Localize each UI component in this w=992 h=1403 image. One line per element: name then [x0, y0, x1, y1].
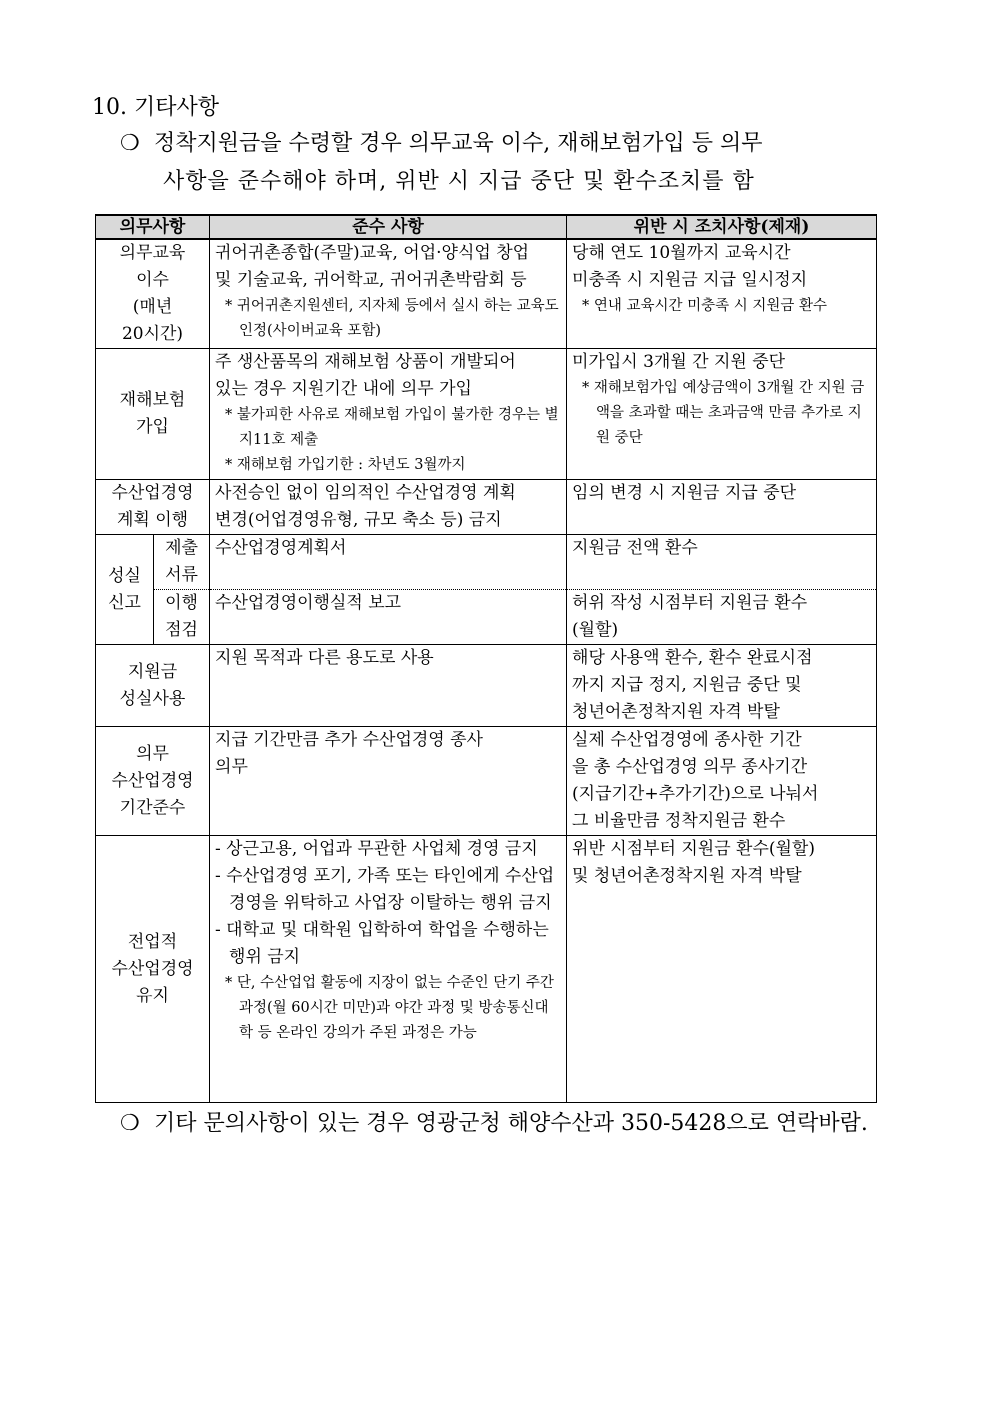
compliance-cell: [210, 239, 567, 349]
category-text: 재해보험: [119, 390, 186, 410]
category-cell: [96, 239, 210, 349]
table-row: [96, 239, 877, 349]
category-text: 성실사용: [119, 688, 186, 709]
category-text: 20시간): [121, 324, 184, 344]
sanction-text: 청년어촌정착지원 자격 박탈: [572, 702, 780, 722]
sanction-text: 및 청년어촌정착지원 자격 박탈: [572, 866, 802, 886]
sanction-text: 지원금 전액 환수: [572, 538, 698, 558]
compliance-text: 있는 경우 지원기간 내에 의무 가입: [215, 379, 472, 399]
header-compliance: 준수 사항: [210, 215, 567, 239]
compliance-cell: [210, 645, 567, 727]
category-text: 성실: [108, 565, 141, 586]
compliance-text: 주 생산품목의 재해보험 상품이 개발되어: [215, 352, 516, 372]
header-obligation: 의무사항: [96, 215, 210, 239]
circle-bullet-icon: ❍: [120, 131, 140, 156]
category-text: 이수: [136, 270, 169, 290]
table-row: [96, 645, 877, 727]
category-text: 수산업경영: [111, 483, 194, 503]
footer-text: 기타 문의사항이 있는 경우 영광군청 해양수산과 350-5428으로 연락바람.: [154, 1111, 868, 1136]
compliance-text: 지급 기간만큼 추가 수산업경영 종사: [215, 730, 483, 750]
subcategory-cell: [154, 535, 210, 590]
sanction-text: 미가입시 3개월 간 지원 중단: [572, 352, 786, 372]
sanction-text: 그 비율만큼 정착지원금 환수: [572, 811, 786, 831]
category-cell: [96, 535, 154, 645]
compliance-text: - 수산업경영 포기, 가족 또는 타인에게 수산업경영을 위탁하고 사업장 이탈하는 행위 금지: [215, 866, 555, 913]
compliance-note: * 재해보험 가입기한 : 차년도 3월까지: [225, 457, 466, 473]
sanction-note: * 재해보험가입 예상금액이 3개월 간 지원 금액을 초과할 때는 초과금액 만큼 추가로 지원 중단: [582, 380, 865, 446]
subcategory-text: 점검: [165, 620, 198, 640]
compliance-text: 귀어귀촌종합(주말)교육, 어업·양식업 창업: [215, 243, 530, 263]
sanction-cell: [567, 239, 877, 349]
subcategory-text: 이행: [165, 593, 198, 613]
table-row: [96, 349, 877, 480]
sanction-text: (월할): [572, 620, 619, 640]
sanction-cell: [567, 836, 877, 1103]
sanction-text: 실제 수산업경영에 종사한 기간: [572, 730, 802, 750]
intro-line-1: [120, 126, 910, 162]
compliance-text: - 상근고용, 어업과 무관한 사업체 경영 금지: [215, 839, 538, 859]
category-text: 의무: [136, 743, 169, 764]
footer-note: [120, 1106, 910, 1142]
sanction-text: 당해 연도 10월까지 교육시간: [572, 243, 791, 263]
category-text: (매년: [132, 297, 173, 317]
compliance-note: * 단, 수산업업 활동에 지장이 없는 수준인 단기 주간 과정(월 60시간 미만)과 야간 과정 및 방송통신대학 등 온라인 강의가 주된 과정은 가능: [225, 975, 554, 1041]
compliance-text: 및 기술교육, 귀어학교, 귀어귀촌박람회 등: [215, 270, 527, 290]
compliance-cell: [210, 727, 567, 836]
subcategory-text: 서류: [165, 565, 198, 585]
category-text: 수산업경영: [111, 958, 194, 979]
sanction-cell: [567, 349, 877, 480]
compliance-text: 사전승인 없이 임의적인 수산업경영 계획: [215, 483, 516, 503]
sanction-cell: [567, 727, 877, 836]
circle-bullet-icon: ❍: [120, 1111, 140, 1136]
sanction-text: 허위 작성 시점부터 지원금 환수: [572, 593, 808, 613]
compliance-cell: [210, 590, 567, 645]
compliance-text: 지원 목적과 다른 용도로 사용: [215, 648, 434, 668]
category-text: 전업적: [127, 931, 178, 952]
category-cell: [96, 727, 210, 836]
category-text: 계획 이행: [116, 510, 189, 530]
category-text: 신고: [108, 592, 141, 613]
table-header-row: [96, 215, 877, 239]
category-cell: [96, 349, 210, 480]
sanction-text: 미충족 시 지원금 지급 일시정지: [572, 270, 808, 290]
sanction-text: 임의 변경 시 지원금 지급 중단: [572, 483, 797, 503]
compliance-text: 변경(어업경영유형, 규모 축소 등) 금지: [215, 510, 502, 530]
compliance-note: * 귀어귀촌지원센터, 지자체 등에서 실시 하는 교육도 인정(사이버교육 포함): [225, 298, 559, 339]
compliance-text: 수산업경영계획서: [215, 538, 347, 558]
compliance-text: 수산업경영이행실적 보고: [215, 593, 402, 613]
sanction-cell: [567, 480, 877, 535]
category-text: 유지: [136, 985, 169, 1006]
section-title: 10. 기타사항: [92, 95, 219, 120]
category-text: 지원금: [127, 661, 178, 682]
subcategory-text: 제출: [165, 538, 198, 558]
compliance-text: - 대학교 및 대학원 입학하여 학업을 수행하는 행위 금지: [215, 920, 549, 967]
category-cell: [96, 480, 210, 535]
obligations-table: [95, 214, 877, 1103]
sanction-text: (지급기간+추가기간)으로 나눠서: [572, 784, 819, 804]
category-cell: [96, 645, 210, 727]
sanction-note: * 연내 교육시간 미충족 시 지원금 환수: [582, 298, 828, 314]
sanction-text: 해당 사용액 환수, 환수 완료시점: [572, 648, 813, 668]
compliance-cell: [210, 349, 567, 480]
category-text: 의무교육: [119, 243, 186, 263]
category-text: 가입: [136, 417, 169, 437]
compliance-cell: [210, 480, 567, 535]
sanction-cell: [567, 645, 877, 727]
category-text: 기간준수: [119, 797, 186, 818]
table-row: [96, 727, 877, 836]
sanction-cell: [567, 535, 877, 590]
compliance-note: * 불가피한 사유로 재해보험 가입이 불가한 경우는 별지11호 제출: [225, 407, 559, 448]
category-text: 수산업경영: [111, 770, 194, 791]
sanction-text: 위반 시점부터 지원금 환수(월할): [572, 839, 815, 859]
category-cell: [96, 836, 210, 1103]
compliance-cell: [210, 535, 567, 590]
sanction-text: 을 총 수산업경영 의무 종사기간: [572, 757, 808, 777]
compliance-text: 의무: [215, 757, 248, 777]
intro-line-2: 사항을 준수해야 하며, 위반 시 지급 중단 및 환수조치를 함: [163, 169, 755, 194]
header-sanction: 위반 시 조치사항(제재): [567, 215, 877, 239]
table-row: [96, 836, 877, 1103]
table-row: [96, 590, 877, 645]
sanction-cell: [567, 590, 877, 645]
table-row: [96, 480, 877, 535]
sanction-text: 까지 지급 정지, 지원금 중단 및: [572, 675, 802, 695]
table-row: [96, 535, 877, 590]
subcategory-cell: [154, 590, 210, 645]
compliance-cell: [210, 836, 567, 1103]
intro-text-1: 정착지원금을 수령할 경우 의무교육 이수, 재해보험가입 등 의무: [154, 131, 763, 156]
